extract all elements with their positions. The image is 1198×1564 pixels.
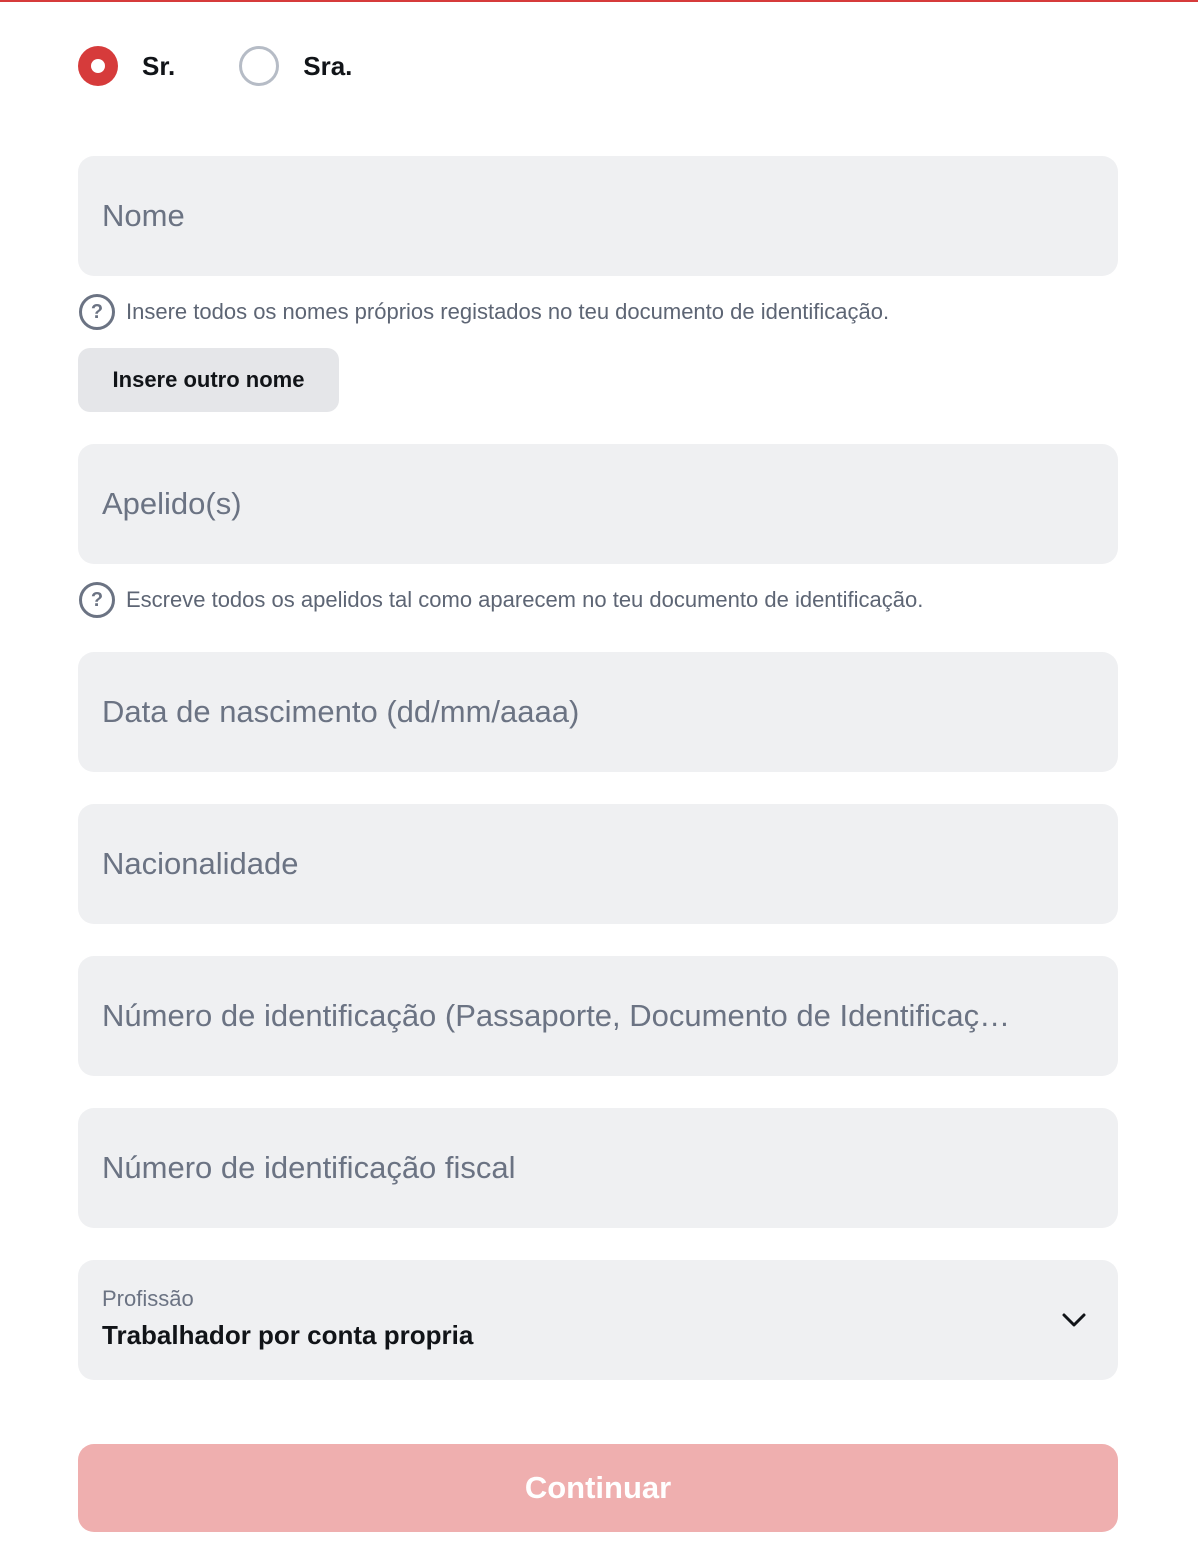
top-accent-bar: [0, 0, 1198, 2]
tax-id-field[interactable]: [78, 1108, 1118, 1228]
radio-button-sra[interactable]: [239, 46, 279, 86]
radio-label-sr: Sr.: [142, 50, 176, 81]
name-input[interactable]: [102, 198, 1094, 234]
profession-select[interactable]: [78, 1260, 1118, 1380]
radio-option-sr[interactable]: [78, 46, 175, 86]
surname-hint-text: Escreve todos os apelidos tal como aparecem no teu documento de identificação.: [126, 587, 924, 612]
nationality-input[interactable]: [102, 846, 1094, 882]
birthdate-input[interactable]: [102, 694, 1094, 730]
name-field[interactable]: [78, 156, 1118, 276]
name-hint-text: Insere todos os nomes próprios registados no teu documento de identificação.: [126, 299, 890, 324]
tax-id-input[interactable]: [102, 1150, 1094, 1186]
name-hint: [79, 294, 889, 330]
continue-button[interactable]: Continuar: [78, 1444, 1118, 1532]
surname-field[interactable]: [78, 444, 1118, 564]
id-number-field[interactable]: [78, 956, 1118, 1076]
radio-option-sra[interactable]: [239, 46, 352, 86]
radio-button-sr[interactable]: [78, 46, 118, 86]
radio-selected-dot: [91, 59, 105, 73]
help-icon[interactable]: ?: [79, 294, 115, 330]
radio-label-sra: Sra.: [303, 50, 353, 81]
title-radio-group: [78, 46, 352, 86]
birthdate-field[interactable]: [78, 652, 1118, 772]
nationality-field[interactable]: [78, 804, 1118, 924]
add-another-name-button[interactable]: Insere outro nome: [78, 348, 339, 412]
help-icon[interactable]: ?: [79, 582, 115, 618]
id-number-input[interactable]: [102, 998, 1094, 1034]
surname-input[interactable]: [102, 486, 1094, 522]
chevron-down-icon[interactable]: [1060, 1306, 1088, 1334]
profession-selected-value: Trabalhador por conta propria: [102, 1320, 474, 1350]
surname-hint: [79, 582, 923, 618]
profession-label: Profissão: [102, 1286, 194, 1311]
